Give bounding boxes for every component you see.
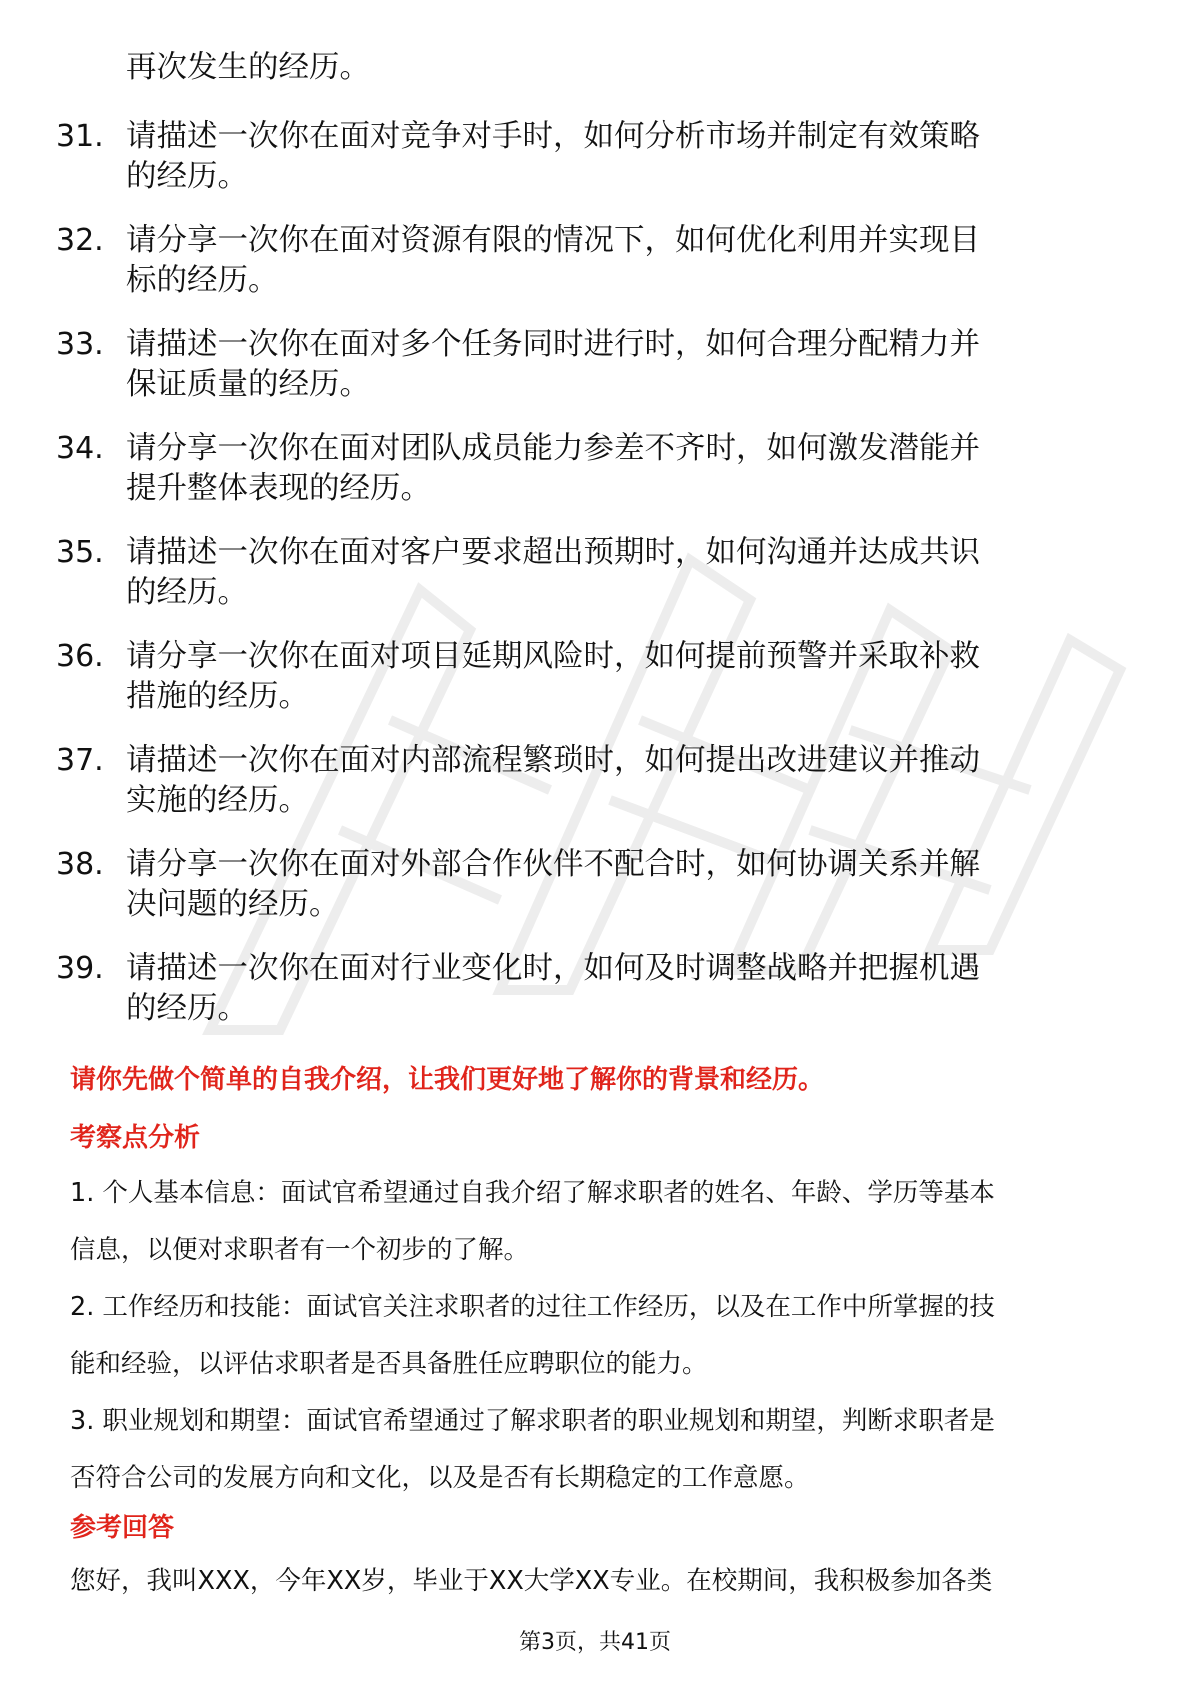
question-number: 36. <box>56 639 104 674</box>
question-text <box>126 949 1126 1029</box>
question-line: 的经历。 <box>126 159 248 194</box>
question-line: 请描述一次你在面对行业变化时，如何及时调整战略并把握机遇 <box>126 951 980 986</box>
question-line: 请分享一次你在面对项目延期风险时，如何提前预警并采取补救 <box>126 639 980 674</box>
question-line: 保证质量的经历。 <box>126 367 370 402</box>
question-line: 的经历。 <box>126 575 248 610</box>
question-text <box>126 117 1126 197</box>
list-item <box>56 637 1136 717</box>
analysis-line: 3. 职业规划和期望：面试官希望通过了解求职者的职业规划和期望，判断求职者是 <box>70 1406 995 1436</box>
question-line: 请分享一次你在面对资源有限的情况下，如何优化利用并实现目 <box>126 223 980 258</box>
question-line: 提升整体表现的经历。 <box>126 471 431 506</box>
list-item <box>70 1393 1130 1507</box>
question-number: 34. <box>56 431 104 466</box>
question-number: 39. <box>56 951 104 986</box>
question-number: 37. <box>56 743 104 778</box>
question-line: 实施的经历。 <box>126 783 309 818</box>
interview-question-heading: 请你先做个简单的自我介绍，让我们更好地了解你的背景和经历。 <box>70 1065 825 1095</box>
list-item <box>70 1165 1130 1279</box>
list-item <box>56 325 1136 405</box>
question-number: 32. <box>56 223 104 258</box>
list-item <box>56 845 1136 925</box>
question-text <box>126 741 1126 821</box>
question-line: 的经历。 <box>126 991 248 1026</box>
question-text <box>126 429 1126 509</box>
analysis-line: 1. 个人基本信息：面试官希望通过自我介绍了解求职者的姓名、年龄、学历等基本 <box>70 1178 995 1208</box>
analysis-line: 否符合公司的发展方向和文化，以及是否有长期稳定的工作意愿。 <box>70 1463 810 1493</box>
question-text <box>126 221 1126 301</box>
question-number: 31. <box>56 119 104 154</box>
reference-answer-title: 参考回答 <box>70 1513 175 1543</box>
analysis-line: 能和经验，以评估求职者是否具备胜任应聘职位的能力。 <box>70 1349 708 1379</box>
list-item <box>56 533 1136 613</box>
analysis-list <box>70 1165 1130 1507</box>
question-number: 38. <box>56 847 104 882</box>
question-line: 措施的经历。 <box>126 679 309 714</box>
question-line: 标的经历。 <box>126 263 279 298</box>
question-text <box>126 325 1126 405</box>
question-line: 请分享一次你在面对外部合作伙伴不配合时，如何协调关系并解 <box>126 847 980 882</box>
question-line: 请描述一次你在面对竞争对手时，如何分析市场并制定有效策略 <box>126 119 980 154</box>
list-item <box>56 429 1136 509</box>
question-number: 33. <box>56 327 104 362</box>
list-item <box>56 117 1136 197</box>
analysis-title: 考察点分析 <box>70 1123 201 1153</box>
page-footer: 第3页，共41页 <box>519 1630 671 1655</box>
list-item <box>70 1279 1130 1393</box>
question-line: 请描述一次你在面对内部流程繁琐时，如何提出改进建议并推动 <box>126 743 980 778</box>
question-line: 决问题的经历。 <box>126 887 340 922</box>
question-number: 35. <box>56 535 104 570</box>
analysis-line: 信息，以便对求职者有一个初步的了解。 <box>70 1235 530 1265</box>
list-item <box>56 741 1136 821</box>
question-text <box>126 845 1126 925</box>
question-line: 请描述一次你在面对客户要求超出预期时，如何沟通并达成共识 <box>126 535 980 570</box>
question-text <box>126 637 1126 717</box>
question-line: 请分享一次你在面对团队成员能力参差不齐时，如何激发潜能并 <box>126 431 980 466</box>
analysis-line: 2. 工作经历和技能：面试官关注求职者的过往工作经历，以及在工作中所掌握的技 <box>70 1292 995 1322</box>
question-text <box>126 533 1126 613</box>
question-continuation: 再次发生的经历。 <box>126 50 370 85</box>
list-item <box>56 949 1136 1029</box>
list-item <box>56 221 1136 301</box>
question-line: 请描述一次你在面对多个任务同时进行时，如何合理分配精力并 <box>126 327 980 362</box>
question-list <box>56 48 1136 1053</box>
reference-answer-text: 您好，我叫XXX，今年XX岁，毕业于XX大学XX专业。在校期间，我积极参加各类 <box>70 1566 993 1596</box>
